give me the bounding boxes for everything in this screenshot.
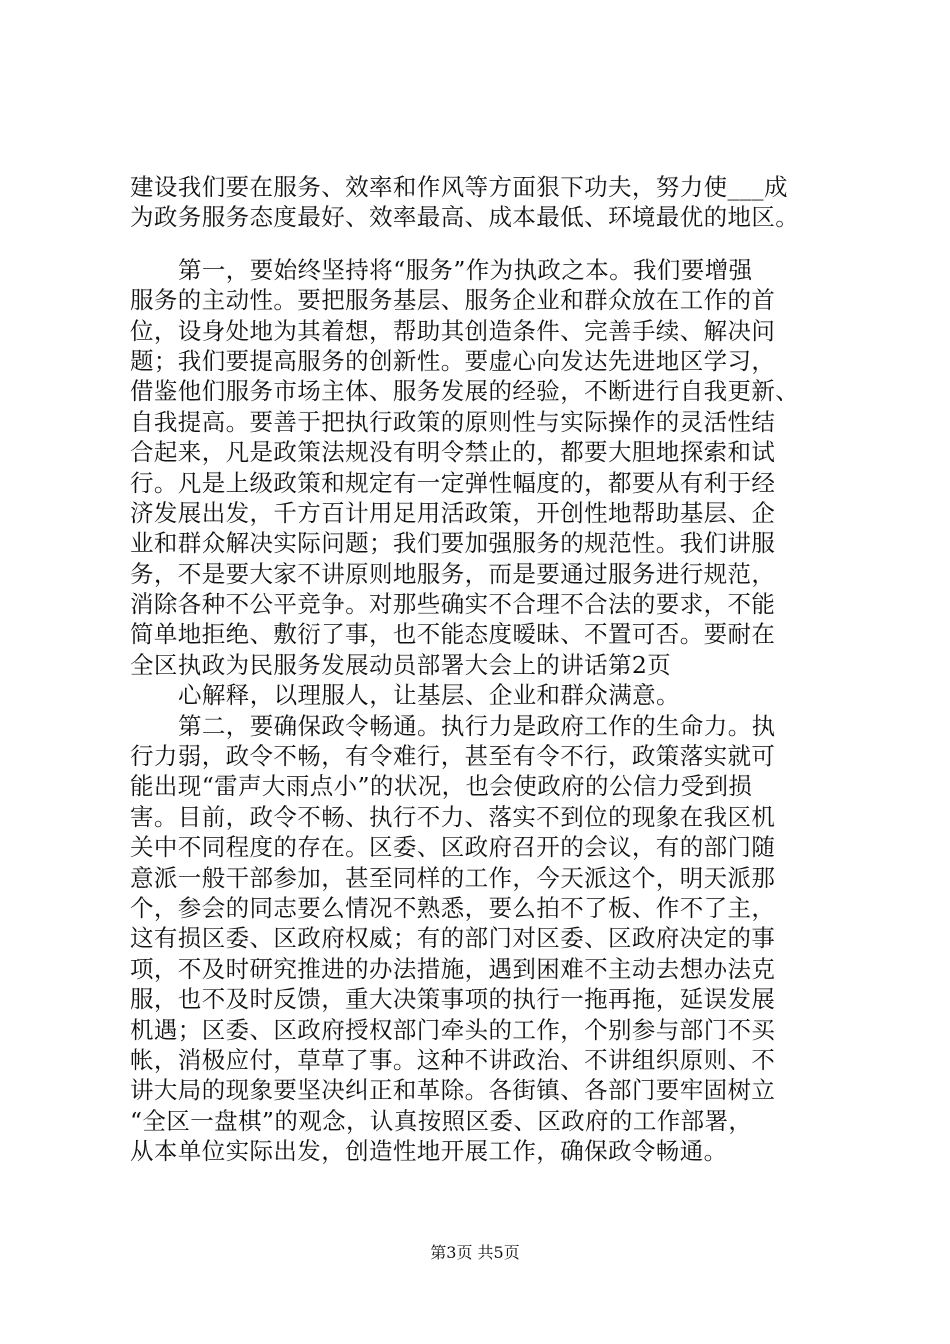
text-line: 意派一般干部参加，甚至同样的工作，今天派这个，明天派那: [130, 863, 776, 892]
text-line: 自我提高。要善于把执行政策的原则性与实际操作的灵活性结: [130, 407, 776, 436]
text-line: 行。凡是上级政策和规定有一定弹性幅度的，都要从有利于经: [130, 468, 776, 497]
text-line: 个，参会的同志要么情况不熟悉，要么拍不了板、作不了主，: [130, 893, 776, 922]
text-line: 业和群众解决实际问题；我们要加强服务的规范性。我们讲服: [130, 529, 776, 558]
text-line: 关中不同程度的存在。区委、区政府召开的会议，有的部门随: [130, 833, 776, 862]
text-line: 简单地拒绝、敷衍了事，也不能态度暧昧、不置可否。要耐在: [130, 620, 776, 649]
text-line: 服务的主动性。要把服务基层、服务企业和群众放在工作的首: [130, 286, 776, 315]
section-1-first-line: 第一，要始终坚持将“服务”作为执政之本。我们要增强: [178, 255, 753, 284]
section-2-first-line: 第二，要确保政令畅通。执行力是政府工作的生命力。执: [178, 711, 776, 740]
text-line: 位，设身处地为其着想，帮助其创造条件、完善手续、解决问: [130, 316, 776, 345]
text-line: 心解释，以理服人，让基层、企业和群众满意。: [178, 681, 680, 710]
text-line: “全区一盘棋”的观念，认真按照区委、区政府的工作部署，: [130, 1106, 753, 1135]
paragraph-gap: [130, 233, 830, 255]
text-line: 这有损区委、区政府权威；有的部门对区委、区政府决定的事: [130, 924, 776, 953]
text-line: 行力弱，政令不畅，有令难行，甚至有令不行，政策落实就可: [130, 742, 776, 771]
text-line: 能出现“雷声大雨点小”的状况，也会使政府的公信力受到损: [130, 772, 753, 801]
text-line: 项，不及时研究推进的办法措施，遇到困难不主动去想办法克: [130, 954, 776, 983]
text-line: 济发展出发，千方百计用足用活政策，开创性地帮助基层、企: [130, 498, 776, 527]
page-break-note: 全区执政为民服务发展动员部署大会上的讲话第2页: [130, 650, 672, 679]
text-line: 合起来，凡是政策法规没有明令禁止的，都要大胆地探索和试: [130, 438, 776, 467]
text-line: 从本单位实际出发，创造性地开展工作，确保政令畅通。: [130, 1137, 728, 1166]
text-line: 害。目前，政令不畅、执行不力、落实不到位的现象在我区机: [130, 802, 776, 831]
document-body: [130, 172, 830, 1167]
text-line: 务，不是要大家不讲原则地服务，而是要通过服务进行规范，: [130, 559, 776, 588]
text-line: 题；我们要提高服务的创新性。要虚心向发达先进地区学习，: [130, 346, 776, 375]
text-line: 借鉴他们服务市场主体、服务发展的经验，不断进行自我更新、: [130, 377, 800, 406]
text-line: 机遇；区委、区政府授权部门牵头的工作，个别参与部门不买: [130, 1015, 776, 1044]
text-line: 消除各种不公平竞争。对那些确实不合理不合法的要求，不能: [130, 590, 776, 619]
text-line: 建设我们要在服务、效率和作风等方面狠下功夫，努力使___成: [130, 173, 788, 201]
text-line: 帐，消极应付，草草了事。这种不讲政治、不讲组织原则、不: [130, 1045, 776, 1074]
text-line: 为政务服务态度最好、效率最高、成本最低、环境最优的地区。: [130, 203, 800, 232]
text-line: 讲大局的现象要坚决纠正和革除。各街镇、各部门要牢固树立: [130, 1076, 776, 1105]
page-footer: 第3页 共5页: [430, 1243, 520, 1262]
text-line: 服，也不及时反馈，重大决策事项的执行一拖再拖，延误发展: [130, 985, 776, 1014]
